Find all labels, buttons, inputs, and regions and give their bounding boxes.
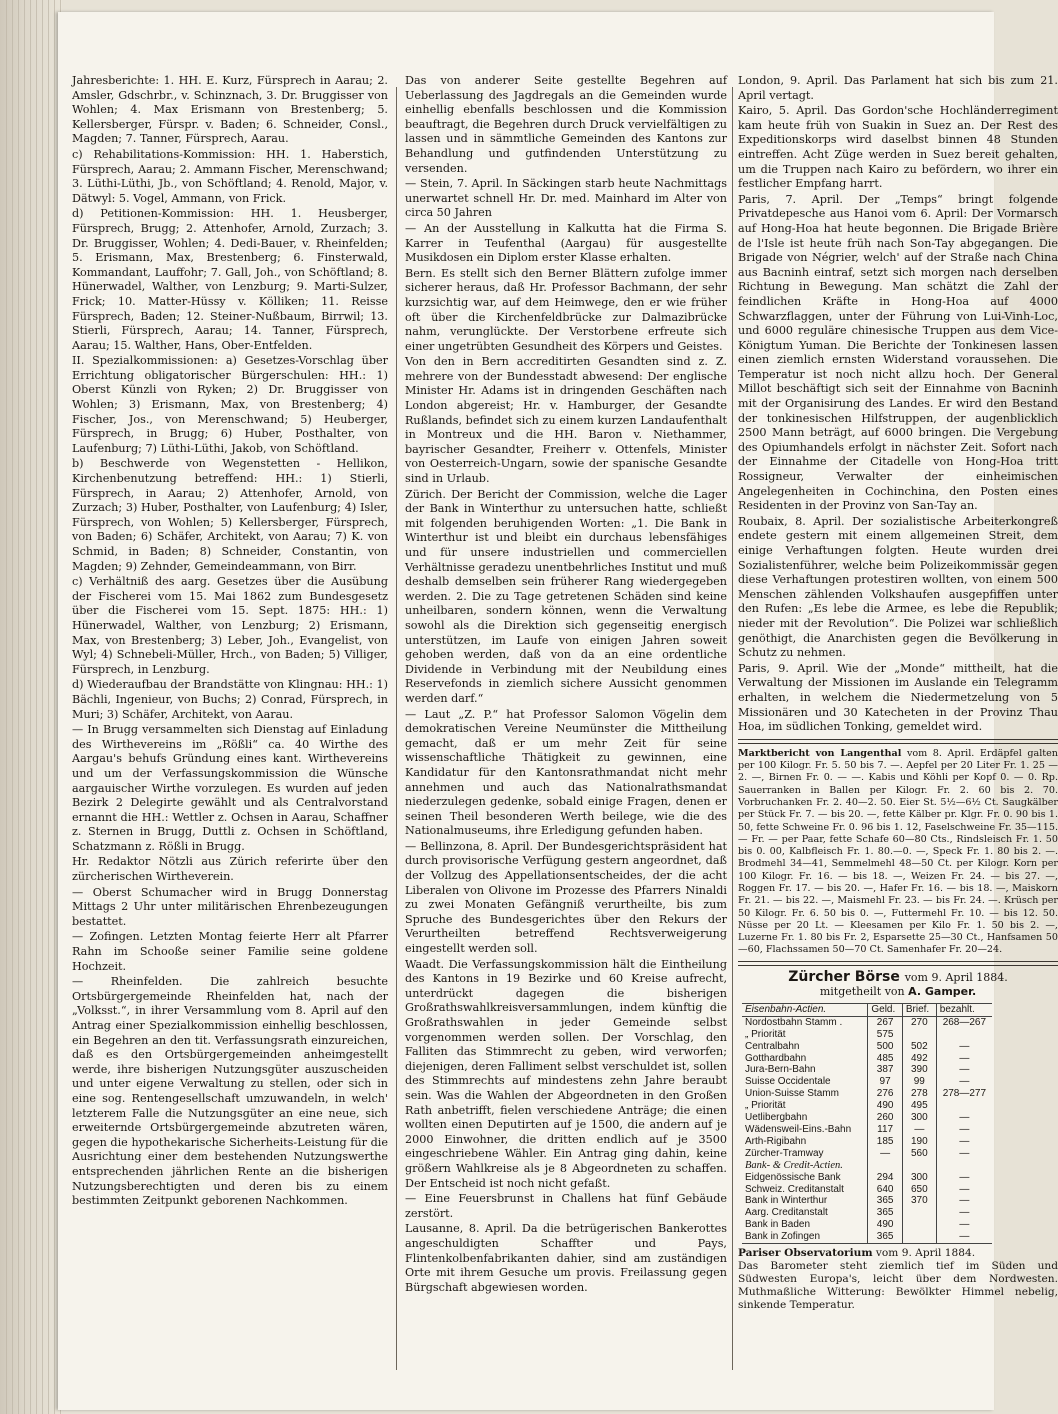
stock-table-header: Eisenbahn-Actien. — [742, 1003, 868, 1016]
paragraph: Kairo, 5. April. Das Gordon'sche Hochländerregiment kam heute früh von Suakin in Suez an. Der Rest des Expeditionskorps wird daselbst binnen 48 Stunden eintreffen. Acht Züge werden in Suez bereit gehalten, um die Truppen nach Kairo zu befördern, wo ihrer ein festlicher Empfang harrt. — [738, 104, 1058, 191]
table-cell: 575 — [868, 1029, 903, 1041]
table-cell: Zürcher-Tramway — [745, 1147, 824, 1159]
table-cell: Arth-Rigibahn — [745, 1135, 807, 1147]
stock-table-header: bezahlt. — [936, 1003, 992, 1016]
paragraph: Roubaix, 8. April. Der sozialistische Arbeiterkongreß endete gestern mit einem allgemeinen Streit, dem einige Verhaftungen folgten. Heute wurden drei Sozialistenführer, welche beim Polizeikommissär gegen diese Verhaftungen protestiren wollten, von einem 500 Menschen zählenden Volkshaufen ausgepfiffen unter den Rufen: „Es lebe die Armee, es lebe die Republik; nieder mit der Revolution“. Die Polizei war schließlich genöthigt, die Anarchisten gegen die Bevölkerung in Schutz zu nehmen. — [738, 514, 1058, 660]
table-cell: — — [936, 1041, 992, 1053]
table-cell: — — [936, 1136, 992, 1148]
table-cell: 365 — [868, 1231, 903, 1243]
paragraph: — Zofingen. Letzten Montag feierte Herr alt Pfarrer Rahn im Schooße seiner Familie seine goldene Hochzeit. — [72, 930, 388, 973]
paragraph: Paris, 9. April. Wie der „Monde“ mittheilt, hat die Verwaltung der Missionen im Auslande ein Telegramm erhalten, in welchem die Niedermetzelung von 5 Missionären und 30 Katecheten in der Provinz Thau Hoa, im südlichen Tonking, gemeldet wird. — [738, 661, 1058, 734]
table-cell — [902, 1219, 936, 1231]
table-cell: — — [902, 1124, 936, 1136]
table-cell: 492 — [902, 1053, 936, 1065]
page-stack-edges — [6, 0, 62, 1414]
table-cell — [902, 1207, 936, 1219]
table-row — [742, 1029, 992, 1041]
table-cell: 560 — [902, 1148, 936, 1160]
table-cell — [902, 1231, 936, 1243]
paragraph: d) Wiederaufbau der Brandstätte von Klingnau: HH.: 1) Bächli, Ingenieur, von Buchs; 2) Conrad, Fürsprech, in Muri; 3) Schäfer, Architekt, von Aarau. — [72, 678, 388, 721]
paragraph: Jahresberichte: 1. HH. E. Kurz, Fürsprech in Aarau; 2. Amsler, Gdschrbr., v. Schinznach, 3. Dr. Bruggisser von Wohlen; 4. Max Erismann von Brestenberg; 5. Kellersberger, Fürspr. v. Baden; 6. Schneider, Consl., Magden; 7. Tanner, Fürsprech, Aarau. — [72, 74, 388, 146]
paragraph: Waadt. Die Verfassungskommission hält die Eintheilung des Kantons in 19 Bezirke und 60 Kreise aufrecht, unterdrückt dagegen die bisherigen Großrathswahlkreisversammlungen, indem künftig die Großrathswahlen in jeder Gemeinde selbst vorgenommen werden sollen. Der Vorschlag, den Falliten das Stimmrecht zu geben, wird verworfen; diejenigen, deren Falliment selbst verschuldet ist, sollen des Stimmrechts auf mindestens zehn Jahre beraubt sein. Was die Wahlen der Abgeordneten in den Großen Rath anbetrifft, fielen verschiedene Anträge; die einen wollten einen Deputirten auf je 1500, die andern auf je 2000 Einwohner, die dritten endlich auf je 3500 eingeschriebene Wähler. Ein Antrag ging dahin, keine größern Wahlkreise als je 8 Abgeordneten zu schaffen. Der Entscheid ist noch nicht gefaßt. — [405, 957, 727, 1190]
paragraph: — Laut „Z. P.“ hat Professor Salomon Vögelin dem demokratischen Vereine Neumünster die Mittheilung gemacht, daß er um mehr Zeit für seine wissenschaftliche Thätigkeit zu gewinnen, eine Kandidatur für den Kantonsrathmandat nicht mehr annehmen und auch das Nationalrathsmandat niederzulegen gedenke, sobald einige Fragen, denen er seinen Theil besonderen Werth beilege, wie die des Nationalmuseums, ihre Erledigung gefunden haben. — [405, 707, 727, 838]
table-row — [742, 1207, 992, 1219]
table-cell: — — [936, 1148, 992, 1160]
table-cell: Eidgenössische Bank — [745, 1171, 841, 1183]
table-cell: — — [936, 1064, 992, 1076]
table-cell: 99 — [902, 1076, 936, 1088]
paragraph: — Oberst Schumacher wird in Brugg Donnerstag Mittags 2 Uhr unter militärischen Ehrenbezeugungen bestattet. — [72, 885, 388, 928]
stock-table — [742, 1003, 992, 1244]
table-cell: „ Priorität — [745, 1100, 786, 1112]
table-cell: Gotthardbahn — [745, 1052, 807, 1064]
table-cell — [902, 1029, 936, 1041]
table-row — [742, 1041, 992, 1053]
table-cell: Uetlibergbahn — [745, 1112, 808, 1124]
table-cell: Bank in Zofingen — [745, 1231, 821, 1243]
stock-table-header: Geld. — [868, 1003, 903, 1016]
table-row — [742, 1088, 992, 1100]
boerse-date: vom 9. April 1884. — [904, 970, 1008, 984]
market-report-title: Marktbericht von Langenthal — [738, 747, 902, 759]
table-cell: 365 — [868, 1207, 903, 1219]
table-cell: 500 — [868, 1041, 903, 1053]
table-row — [742, 1064, 992, 1076]
table-cell — [936, 1160, 992, 1172]
table-cell: 117 — [868, 1124, 903, 1136]
table-cell: Union-Suisse Stamm — [745, 1088, 839, 1100]
table-row — [742, 1076, 992, 1088]
table-cell: 268—267 — [936, 1016, 992, 1028]
section-rule — [738, 961, 1058, 966]
paragraph: — Eine Feuersbrunst in Challens hat fünf Gebäude zerstört. — [405, 1192, 727, 1220]
paragraph: c) Verhältniß des aarg. Gesetzes über die Ausübung der Fischerei vom 15. Mai 1862 zum Bundesgesetz über die Fischerei vom 15. Sept. 1875: HH.: 1) Hünerwadel, Walther, von Lenzburg; 2) Erismann, Max, von Brestenberg; 3) Leber, Joh., Evangelist, von Wyl; 4) Schnebeli-Müller, Hrch., von Baden; 5) Villiger, Fürsprech, in Lenzburg. — [72, 575, 388, 676]
table-cell: 300 — [902, 1112, 936, 1124]
paragraph: d) Petitionen-Kommission: HH. 1. Heusberger, Fürsprech, Brugg; 2. Attenhofer, Arnold, Zurzach; 3. Dr. Bruggisser, Wohlen; 4. Dedi-Bauer, v. Rheinfelden; 5. Erismann, Max, Brestenberg; 6. Finsterwald, Kommandant, Lauffohr; 7. Gall, Joh., von Schöftland; 8. Hünerwadel, Walther, von Lenzburg; 9. Marti-Sulzer, Frick; 10. Matter-Hüssy v. Kölliken; 11. Reisse Fürsprech, Baden; 12. Steiner-Nußbaum, Birrwil; 13. Stierli, Fürsprech, Aarau; 14. Tanner, Fürsprech, Aarau; 15. Walther, Hans, Ober-Entfelden. — [72, 207, 388, 352]
table-cell — [868, 1160, 903, 1172]
observatory-title: Pariser Observatorium — [738, 1247, 873, 1260]
table-cell: Jura-Bern-Bahn — [745, 1064, 816, 1076]
table-cell: — — [936, 1195, 992, 1207]
table-cell: Centralbahn — [745, 1040, 800, 1052]
table-cell — [902, 1160, 936, 1172]
table-cell: 278 — [902, 1088, 936, 1100]
paragraph: Bern. Es stellt sich den Berner Blättern zufolge immer sicherer heraus, daß Hr. Professor Bachmann, der sehr kurzsichtig war, auf dem Heimwege, den er wie früher oft über die Kirchenfeldbrücke zur Dalmazibrücke nahm, verunglückte. Der Verstorbene erfreute sich einer ungetrübten Gesundheit des Körpers und Geistes. — [405, 266, 727, 353]
table-cell: — — [936, 1076, 992, 1088]
table-cell: 387 — [868, 1064, 903, 1076]
table-cell — [936, 1100, 992, 1112]
observatory-date: vom 9. April 1884. — [875, 1247, 976, 1260]
boerse-communicated-by: mitgetheilt von — [819, 985, 905, 999]
table-cell: — — [936, 1207, 992, 1219]
table-cell: 185 — [868, 1136, 903, 1148]
paragraph: Paris, 7. April. Der „Temps“ bringt folgende Privatdepesche aus Hanoi vom 6. April: Der Vormarsch auf Hong-Hoa hat heute begonnen. Die Brigade Brière de l'Isle ist heute früh nach Son-Tay abgegangen. Die Brigade von Négrier, welch' auf der Straße nach China aus Bacninh eintraf, setzt sich morgen nach derselben Richtung in Bewegung. Man schätzt die Zahl der feindlichen Kräfte in Hong-Hoa auf 4000 Schwarzflaggen, unter der Führung von Lui-Vinh-Loc, und 6000 reguläre chinesische Truppen aus dem Vice-Königtum Yuman. Die Berichte der Tonkinesen lassen einen ziemlich ernsten Widerstand voraussehen. Die Temperatur ist noch nicht allzu hoch. Der General Millot beschäftigt sich seit der Einnahme von Bacninh mit der Organisirung des Landes. Er wird den Bestand der tonkinesischen Hilfstruppen, der augenblicklich 2500 Mann beträgt, auf 6000 bringen. Die Vergebung des Opiumhandels erfolgt in nächster Zeit. Sofort nach der Einnahme der Citadelle von Hong-Hoa tritt Rossigneur, Verwalter der einheimischen Angelegenheiten in Cochinchina, den Posten eines Residenten in der Provinz von San-Tay an. — [738, 192, 1058, 513]
boerse-communicated — [738, 985, 1058, 1000]
table-row — [742, 1231, 992, 1243]
table-cell: Schweiz. Creditanstalt — [745, 1183, 844, 1195]
market-report — [738, 748, 1058, 957]
paragraph: Zürich. Der Bericht der Commission, welche die Lager der Bank in Winterthur zu untersuchen hatte, schließt mit folgenden beruhigenden Worten: „1. Die Bank in Winterthur ist und bleibt ein durchaus lebensfähiges und für unsere industriellen und commerciellen Verhältnisse geradezu unentbehrliches Institut und muß deshalb demselben sein früherer Rang wiedergegeben werden. 2. Die zu Tage getretenen Schäden sind keine unheilbaren, sondern können, wenn die Verwaltung sowohl als die Direktion sich gegenseitig energisch unterstützen, im Laufe von einigen Jahren soweit gehoben werden, daß von da an eine ordentliche Dividende in Verbindung mit der Neubildung eines Reservefonds in ziemlich sichere Aussicht genommen werden darf.“ — [405, 487, 727, 705]
boerse-heading — [738, 970, 1058, 986]
table-row — [742, 1148, 992, 1160]
paragraph: London, 9. April. Das Parlament hat sich bis zum 21. April vertagt. — [738, 74, 1058, 102]
paragraph: — Rheinfelden. Die zahlreich besuchte Ortsbürgergemeinde Rheinfelden hat, nach der „Volksst.“, in ihrer Versammlung vom 8. April auf den Antrag einer Spezialkommission einhellig beschlossen, ein Begehren an den tit. Verfassungsrath einzureichen, daß es den Ortsbürgergemeinden anheimgestellt werde, ihre bisherigen Nutzungsgüter auszuscheiden und unter eigene Verwaltung zu stellen, oder sich in eine sog. Rentengesellschaft umzuwandeln, in welch' letzterem Falle die Nutzungsgüter an eine neue, sich erweiternde Ortsbürgergemeinde abzutreten wären, gegen die hypothekarische Sicherheits-Leistung für die Ausrichtung einer dem bestehenden Nutzungswerthe entsprechenden jährlichen Rente an die bisherigen Nutzungsberechtigten und deren bis zu einem bestimmten Zeitpunkt geborenen Nachkommen. — [72, 975, 388, 1208]
table-cell: 97 — [868, 1076, 903, 1088]
column-rule — [396, 87, 397, 1370]
table-cell: 190 — [902, 1136, 936, 1148]
table-cell: Bank in Winterthur — [745, 1195, 828, 1207]
table-cell: Nordostbahn Stamm . — [745, 1016, 843, 1028]
table-cell: 390 — [902, 1064, 936, 1076]
boerse-communicator: A. Gamper. — [908, 985, 977, 999]
paragraph: — Bellinzona, 8. April. Der Bundesgerichtspräsident hat durch provisorische Verfügung gestern angeordnet, daß der Vollzug des Appellationsentscheides, der die acht Liberalen von Olivone im Prozesse des Pfarrers Ninaldi zu zwei Monaten Gefängniß verurtheilte, bis zum Spruche des Bundesgerichtes über den Rekurs der Verurtheilten betreffend Rechtsverweigerung eingestellt werden soll. — [405, 839, 727, 956]
table-cell: 490 — [868, 1219, 903, 1231]
table-row — [742, 1112, 992, 1124]
table-cell: — — [936, 1053, 992, 1065]
table-cell — [936, 1029, 992, 1041]
table-cell: 495 — [902, 1100, 936, 1112]
table-row — [742, 1053, 992, 1065]
table-cell: 260 — [868, 1112, 903, 1124]
table-row — [742, 1195, 992, 1207]
middle-column — [405, 74, 727, 1380]
table-cell: 278—277 — [936, 1088, 992, 1100]
table-row — [742, 1184, 992, 1196]
table-cell: — — [936, 1124, 992, 1136]
table-cell: — — [936, 1172, 992, 1184]
table-cell: Bank in Baden — [745, 1219, 811, 1231]
paragraph: Das von anderer Seite gestellte Begehren auf Ueberlassung des Jagdregals an die Gemeinden wurde einhellig ebenfalls beschlossen und die Kommission beauftragt, die Begehren durch Druck vervielfältigen zu lassen und in sämmtliche Gemeinden des Kantons zur Behandlung und gutfindenden Unterstützung zu versenden. — [405, 74, 727, 175]
table-row — [742, 1136, 992, 1148]
observatory-report — [738, 1247, 1058, 1312]
table-cell: 485 — [868, 1053, 903, 1065]
table-group-label: Bank- & Credit-Actien. — [745, 1159, 843, 1171]
table-row — [742, 1100, 992, 1112]
paragraph: Von den in Bern accreditirten Gesandten sind z. Z. mehrere von der Bundesstadt abwesend: Der englische Minister Hr. Adams ist in dringenden Geschäften nach London abgereist; Hr. v. Hamburger, der Gesandte Rußlands, befindet sich zu einem kurzen Landaufenthalt in Montreux und die HH. Baron v. Niethammer, bayrischer Gesandter, Freiherr v. Ottenfels, Minister von Oesterreich-Ungarn, sowie der spanische Gesandte sind in Urlaub. — [405, 355, 727, 486]
table-cell: 294 — [868, 1172, 903, 1184]
paragraph: — In Brugg versammelten sich Dienstag auf Einladung des Wirthevereins im „Rößli“ ca. 40 Wirthe des Aargau's behufs Gründung eines kant. Wirthevereins und um der Verfassungskommission die Wünsche aargauischer Wirthe vorzulegen. Es wurden auf jeden Bezirk 2 Delegirte gewählt und als Centralvorstand ernannt die HH.: Wettler z. Ochsen in Aarau, Schaffner z. Sternen in Brugg, Duttli z. Ochsen in Schöftland, Schatzmann z. Rößli in Brugg. — [72, 723, 388, 853]
table-cell: 502 — [902, 1041, 936, 1053]
table-cell: — — [868, 1148, 903, 1160]
table-cell: 300 — [902, 1172, 936, 1184]
table-cell: Wädensweil-Eins.-Bahn — [745, 1124, 852, 1136]
table-cell: — — [936, 1184, 992, 1196]
right-column-articles — [738, 74, 1058, 735]
paragraph: b) Beschwerde von Wegenstetten - Hellikon, Kirchenbenutzung betreffend: HH.: 1) Stierli, Fürsprech, in Aarau; 2) Attenhofer, Arnold, von Zurzach; 3) Huber, Posthalter, von Laufenburg; 4) Isler, Fürsprech, von Wohlen; 5) Kellersberger, Fürsprech, von Baden; 6) Schäfer, Architekt, von Aarau; 7) K. von Schmid, in Baden; 8) Schneider, Constantin, von Magden; 9) Zehnder, Gemeindeammann, von Birr. — [72, 457, 388, 573]
table-cell: 640 — [868, 1184, 903, 1196]
table-cell: 267 — [868, 1016, 903, 1028]
table-cell: 270 — [902, 1016, 936, 1028]
paragraph: II. Spezialkommissionen: a) Gesetzes-Vorschlag über Errichtung obligatorischer Bürgerschulen: HH.: 1) Oberst Künzli von Ryken; 2) Dr. Bruggisser von Wohlen; 3) Erismann, Max, von Brestenberg; 4) Fischer, Jos., von Merenschwand; 5) Heuberger, Fürsprech, in Brugg; 6) Huber, Posthalter, von Laufenburg; 7) Lüthi-Lüthi, Jakob, von Schöftland. — [72, 354, 388, 455]
table-cell: Aarg. Creditanstalt — [745, 1207, 828, 1219]
table-row — [742, 1172, 992, 1184]
table-row — [742, 1124, 992, 1136]
table-row — [742, 1219, 992, 1231]
table-cell: — — [936, 1112, 992, 1124]
table-row — [742, 1016, 992, 1028]
section-rule — [738, 739, 1058, 744]
table-cell: — — [936, 1231, 992, 1243]
left-column — [72, 74, 388, 1380]
stock-table-header: Brief. — [902, 1003, 936, 1016]
table-cell: — — [936, 1219, 992, 1231]
newspaper-page — [58, 12, 1058, 1410]
paragraph: Hr. Redaktor Nötzli aus Zürich referirte über den zürcherischen Wirtheverein. — [72, 855, 388, 884]
table-cell: 650 — [902, 1184, 936, 1196]
table-cell: 370 — [902, 1195, 936, 1207]
table-cell: 276 — [868, 1088, 903, 1100]
market-report-text: vom 8. April. Erdäpfel galten per 100 Kilogr. Fr. 5. 50 bis 7. —. Aepfel per 20 Liter Fr. 1. 25 — 2. —, Birnen Fr. 0. — —. Kabis und Köhli per Kopf 0. — 0. Rp. Sauerranken in Ballen per Kilogr. Fr. 2. 60 bis 2. 70. Vorbruchanken Fr. 2. 40—2. 50. Eier St. 5½—6½ Ct. Saugkälber per Stück Fr. 7. — bis 20. —, fette Kälber pr. Klgr. Fr. 0. 90 bis 1. 50, fette Schweine Fr. 0. 96 bis 1. 12, Faselschweine Fr. 35—115. — Fr. — per Paar, fette Schafe 60—80 Cts., Rindsleisch Fr. 1. 50 bis 0. 00, Kalbfleisch Fr. 1. 80.—0. —, Speck Fr. 1. 80 bis 2. —. Brodmehl 34—41, Semmelmehl 48—50 Ct. per Kilogr. Korn per 100 Kilogr. Fr. 16. — bis 18. —, Weizen Fr. 24. — bis 27. —, Roggen Fr. 17. — bis 20. —, Hafer Fr. 16. — bis 18. —, Maiskorn Fr. 21. — bis 22. —, Maismehl Fr. 23. — bis Fr. 24. —. Krüsch per 50 Kilogr. Fr. 6. 50 bis 0. —, Futtermehl Fr. 10. — bis 12. 50. Nüsse per 20 Lt. — Kleesamen per Kilo Fr. 1. 50 bis 2. —, Luzerne Fr. 1. 80 bis Fr. 2, Esparsette 25—30 Ct., Hanfsamen 50—60, Flachssamen 50—70 Ct. Samenhafer Fr. 20—24. — [738, 747, 1058, 956]
observatory-text: Das Barometer steht ziemlich tief im Süden und Südwesten Europa's, leicht über dem Nordwesten. Muthmaßliche Witterung: Bewölkter Himmel nebelig, sinkende Temperatur. — [738, 1260, 1058, 1312]
table-cell: „ Priorität — [745, 1028, 786, 1040]
paragraph: Lausanne, 8. April. Da die betrügerischen Bankerottes angeschuldigten Schaffter und Pays, Flintenkolbenfabrikanten dahier, sind am zuständigen Orte mit ihrem Gesuche um provis. Freilassung gegen Bürgschaft abgewiesen worden. — [405, 1222, 727, 1294]
paragraph: — An der Ausstellung in Kalkutta hat die Firma S. Karrer in Teufenthal (Aargau) für ausgestellte Musikdosen ein Diplom erster Klasse erhalten. — [405, 221, 727, 265]
column-rule — [732, 87, 733, 1370]
table-cell: Suisse Occidentale — [745, 1076, 831, 1088]
table-group-row — [742, 1160, 992, 1172]
boerse-title: Zürcher Börse — [788, 968, 900, 985]
table-cell: 490 — [868, 1100, 903, 1112]
right-column — [738, 74, 1058, 1380]
paragraph: c) Rehabilitations-Kommission: HH. 1. Haberstich, Fürsprech, Aarau; 2. Ammann Fischer, Merenschwand; 3. Lüthi-Lüthi, Jb., von Schöftland; 4. Renold, Major, v. Dätwyl: 5. Vogel, Ammann, von Frick. — [72, 147, 388, 205]
paragraph: — Stein, 7. April. In Säckingen starb heute Nachmittags unerwartet schnell Hr. Dr. med. Mainhard im Alter von circa 50 Jahren — [405, 177, 727, 220]
table-cell: 365 — [868, 1195, 903, 1207]
